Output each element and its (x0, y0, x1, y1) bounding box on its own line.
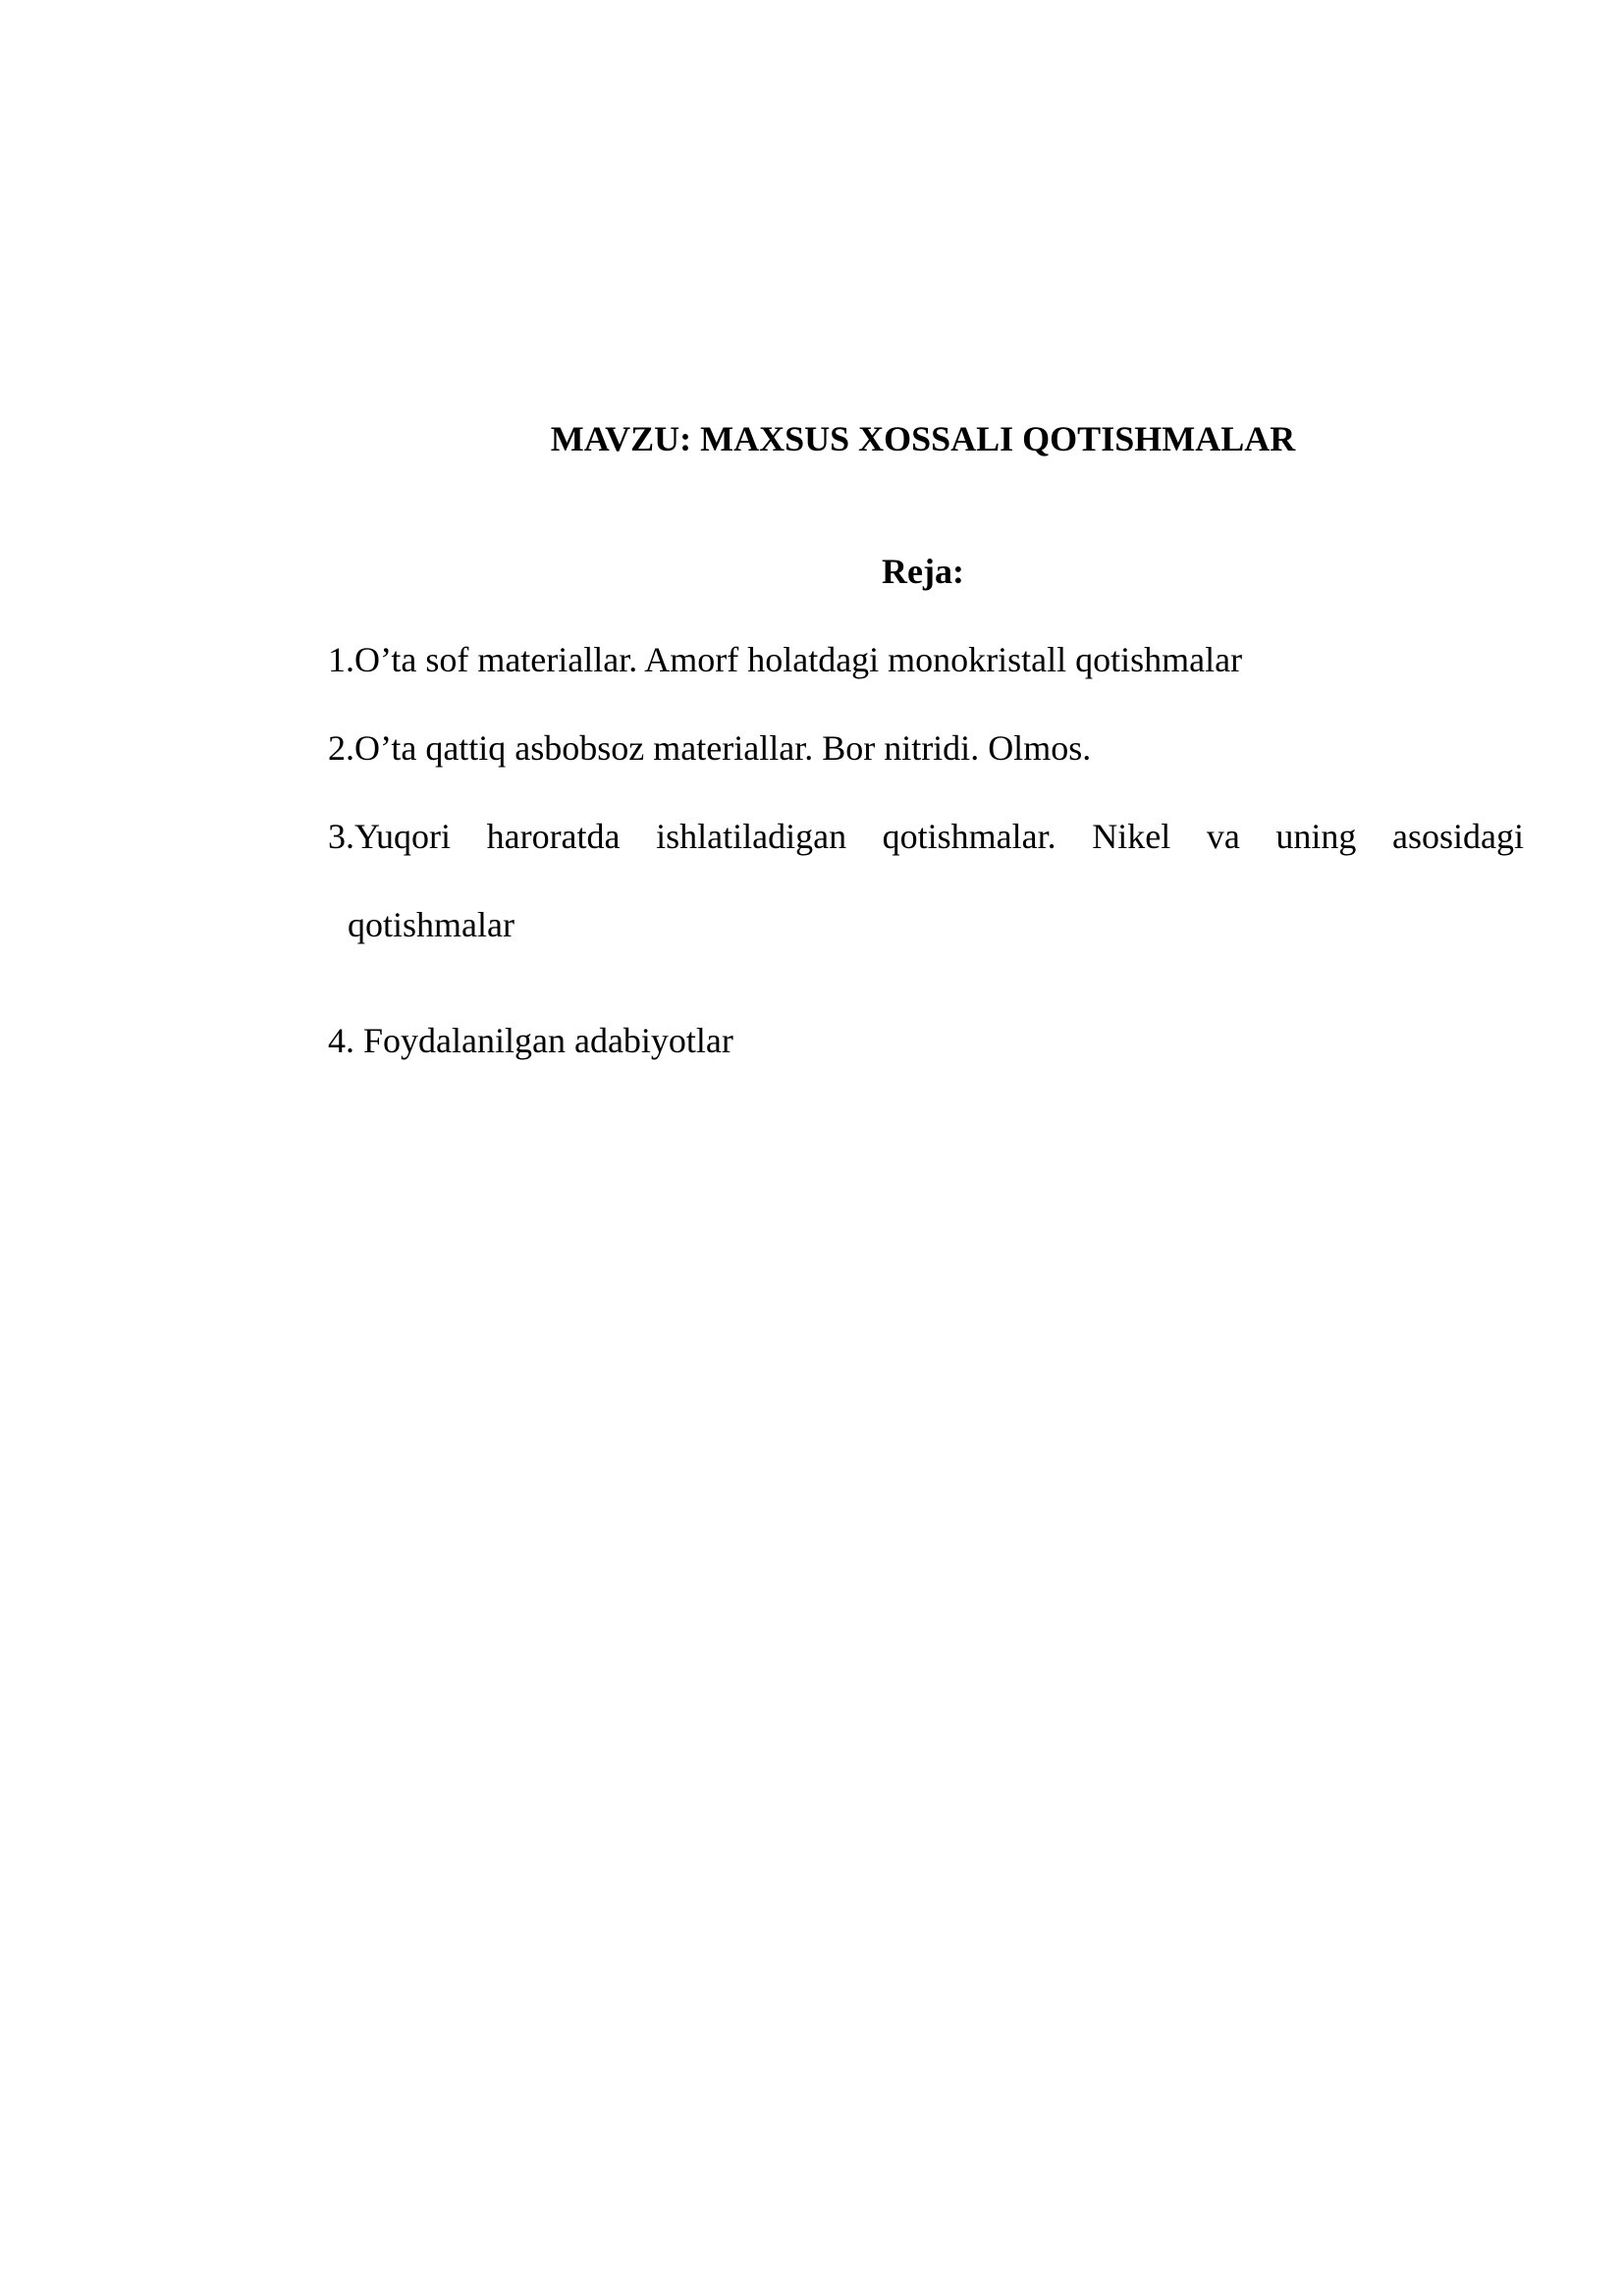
document-title: MAVZU: MAXSUS XOSSALI QOTISHMALAR (550, 419, 1296, 458)
plan-item-3-line-2: qotishmalar (348, 905, 514, 944)
plan-item-1: 1.O’ta sof materiallar. Amorf holatdagi monokristall qotishmalar (328, 640, 1243, 679)
plan-item-3-line-1: 3.Yuqori haroratda ishlatiladigan qotishmalar. Nikel va uning asosidagi (328, 817, 1524, 856)
plan-heading: Reja: (882, 552, 964, 591)
plan-item-2: 2.O’ta qattiq asbobsoz materiallar. Bor nitridi. Olmos. (328, 728, 1092, 768)
plan-item-4: 4. Foydalanilgan adabiyotlar (328, 1021, 733, 1060)
plan-item-3 (328, 815, 1524, 946)
